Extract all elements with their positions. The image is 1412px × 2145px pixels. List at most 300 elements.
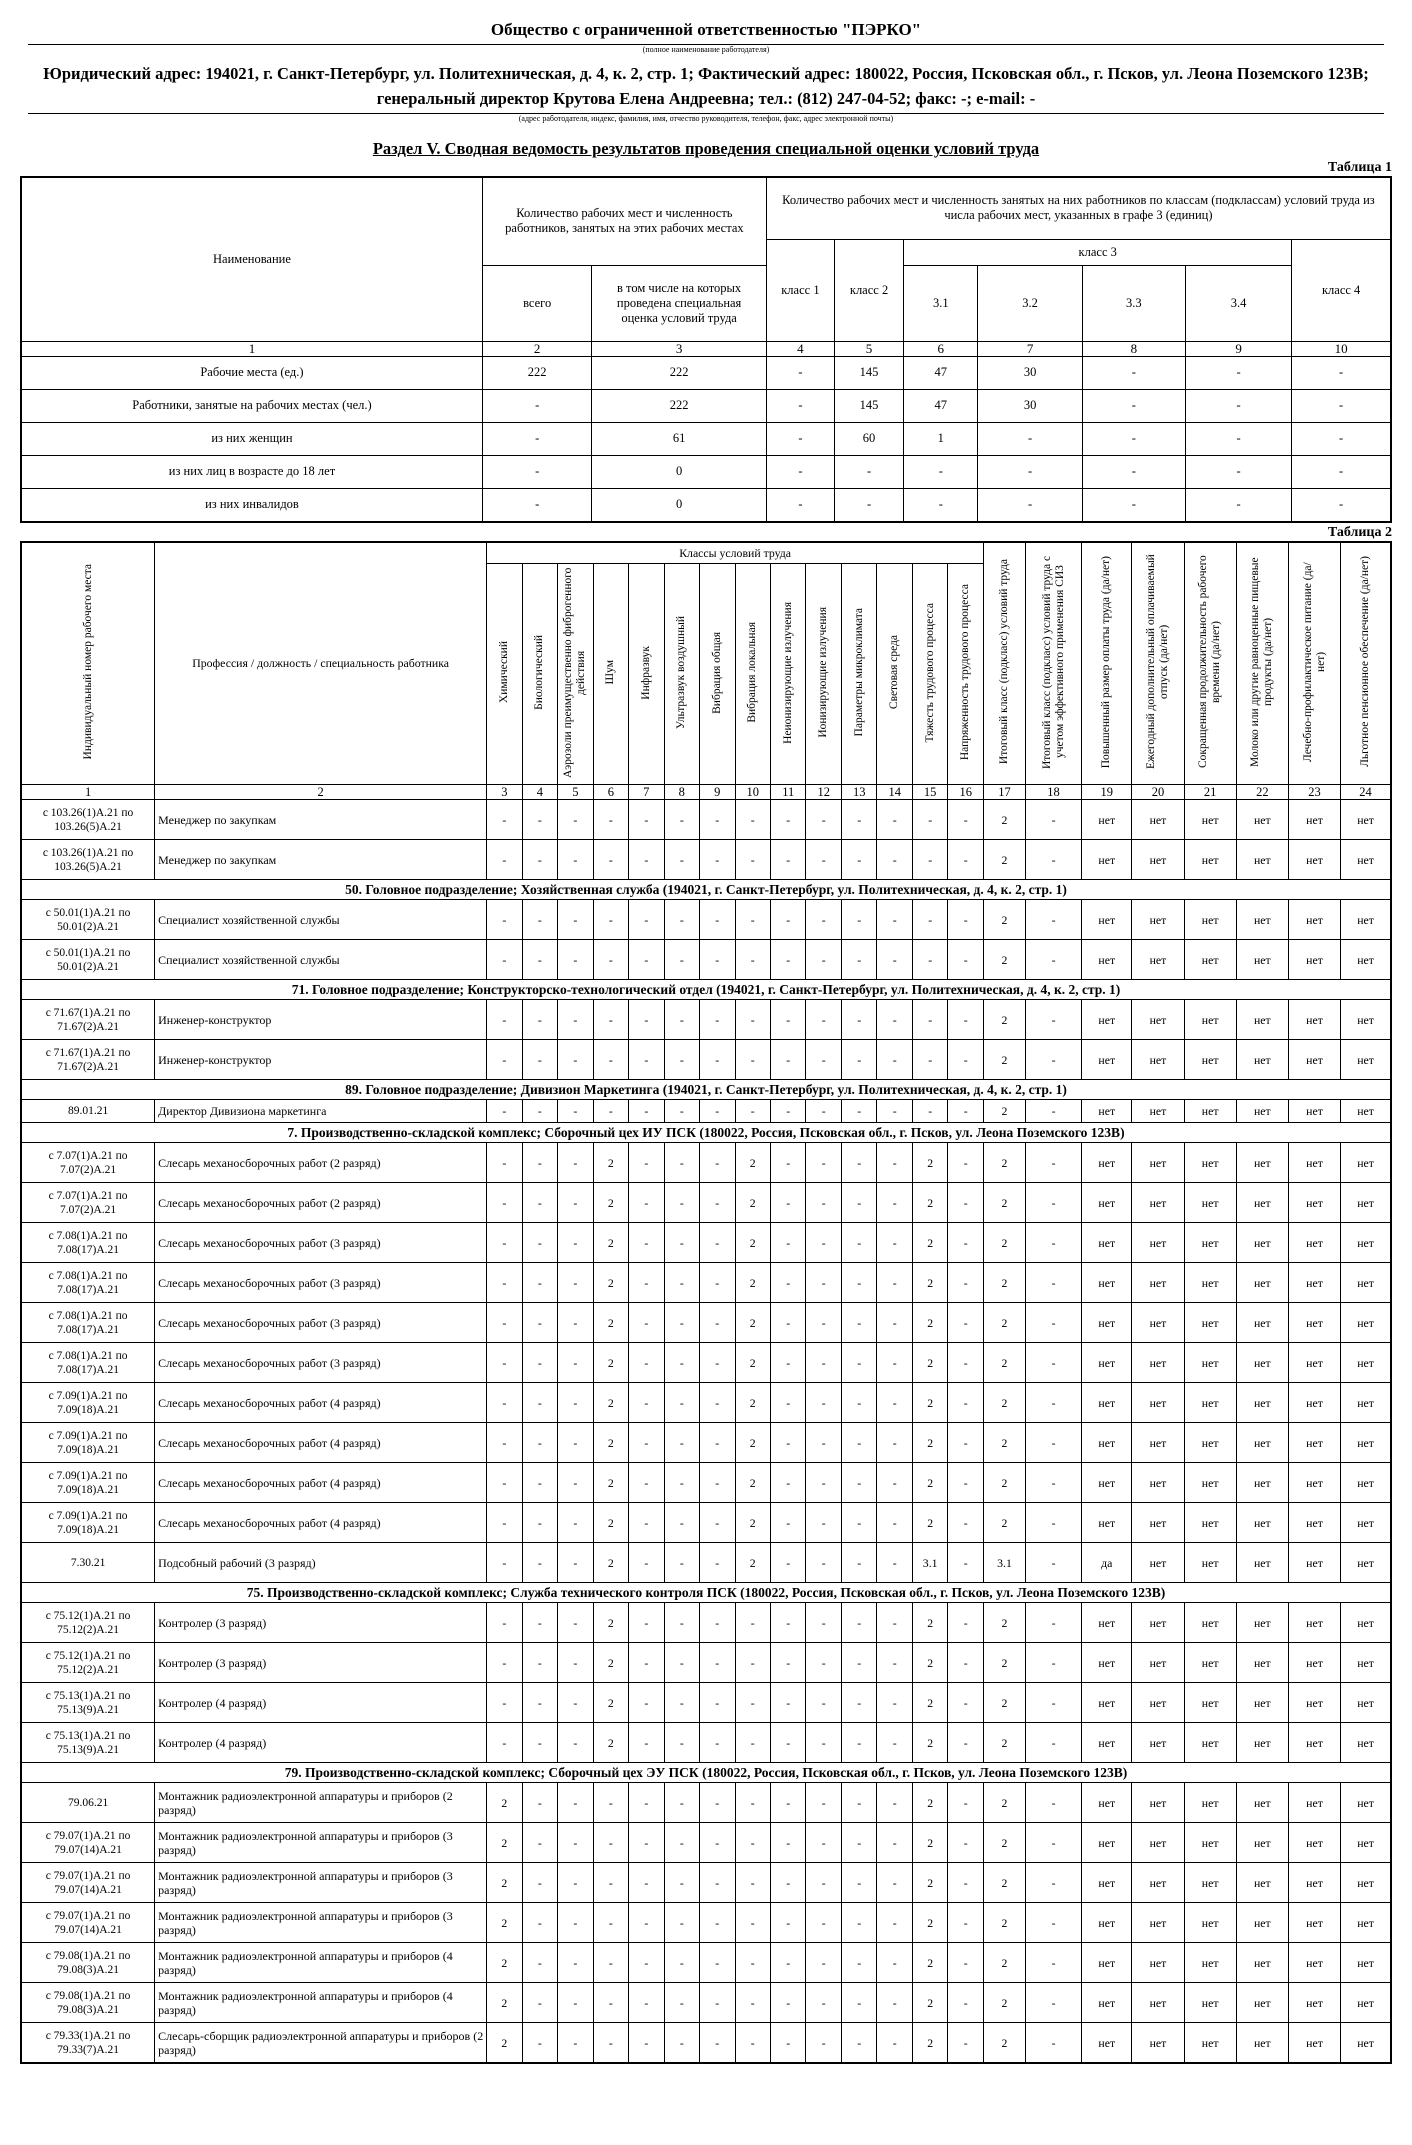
header-classes-group-2: Классы условий труда — [487, 542, 984, 564]
table-cell: - — [841, 1903, 876, 1943]
table-cell: - — [1185, 488, 1291, 522]
table-row — [21, 1183, 1391, 1223]
table-cell: - — [700, 1603, 735, 1643]
table-cell: нет — [1236, 1863, 1288, 1903]
table-cell: - — [558, 1823, 593, 1863]
table-cell: нет — [1132, 840, 1184, 880]
table-cell: - — [558, 1223, 593, 1263]
table-cell: - — [877, 1823, 912, 1863]
table-cell: - — [558, 1783, 593, 1823]
table-cell: - — [877, 1100, 912, 1123]
table-cell: 2 — [912, 1343, 947, 1383]
header-name: Наименование — [21, 177, 482, 341]
table-cell: - — [558, 1983, 593, 2023]
table-cell: - — [771, 2023, 806, 2064]
table-cell: - — [877, 1503, 912, 1543]
table-cell: - — [700, 1543, 735, 1583]
header-extra: Молоко или другие равноценные пищевые продукты (да/нет) — [1236, 542, 1288, 785]
table-cell: - — [700, 1100, 735, 1123]
profession: Слесарь механосборочных работ (4 разряд) — [155, 1423, 487, 1463]
table-row — [21, 1683, 1391, 1723]
table-cell: нет — [1288, 1100, 1340, 1123]
table-cell: - — [735, 1643, 770, 1683]
table-cell: - — [664, 1863, 699, 1903]
table-cell: - — [664, 1943, 699, 1983]
table-cell: 30 — [978, 389, 1082, 422]
section-title: Раздел V. Сводная ведомость результатов проведения специальной оценки условий труда — [372, 139, 1040, 158]
table-cell: нет — [1132, 1903, 1184, 1943]
header-factor: Вибрация локальная — [735, 564, 770, 785]
table-cell: нет — [1288, 1543, 1340, 1583]
table-row — [21, 1723, 1391, 1763]
department-title: 79. Производственно-складской комплекс; Сборочный цех ЭУ ПСК (180022, Россия, Псковская обл., г. Псков, ул. Леона Поземского 123В) — [21, 1763, 1391, 1783]
table-cell: нет — [1082, 1263, 1132, 1303]
department-title: 7. Производственно-складской комплекс; Сборочный цех ИУ ПСК (180022, Россия, Псковская обл., г. Псков, ул. Леона Поземского 123В) — [21, 1123, 1391, 1143]
table-cell: - — [766, 356, 834, 389]
table-cell: - — [841, 800, 876, 840]
table-cell: - — [629, 1643, 664, 1683]
org-caption: (полное наименование работодателя) — [642, 45, 770, 54]
table-cell: - — [948, 1943, 984, 1983]
column-number: 11 — [771, 785, 806, 800]
workplace-id: с 7.08(1)А.21 по 7.08(17)А.21 — [21, 1223, 155, 1263]
table-cell: нет — [1288, 900, 1340, 940]
workplace-id: с 79.07(1)А.21 по 79.07(14)А.21 — [21, 1863, 155, 1903]
table-cell: 2 — [487, 1863, 522, 1903]
table-cell: нет — [1184, 1263, 1236, 1303]
table-cell: - — [806, 1000, 841, 1040]
table-cell: 2 — [593, 1463, 628, 1503]
table-cell: нет — [1184, 1383, 1236, 1423]
column-number: 10 — [1292, 341, 1391, 356]
table-cell: 2 — [593, 1343, 628, 1383]
table-cell: - — [841, 1983, 876, 2023]
header-factor: Биологический — [522, 564, 557, 785]
row-label: из них женщин — [21, 422, 482, 455]
workplace-id: с 75.12(1)А.21 по 75.12(2)А.21 — [21, 1643, 155, 1683]
table-cell: - — [700, 1503, 735, 1543]
table-cell: - — [806, 1503, 841, 1543]
table-cell: нет — [1184, 1543, 1236, 1583]
profession: Слесарь механосборочных работ (3 разряд) — [155, 1343, 487, 1383]
table-cell: 2 — [487, 1903, 522, 1943]
table-cell: нет — [1341, 1463, 1391, 1503]
table-cell: - — [841, 840, 876, 880]
table-cell: - — [664, 1183, 699, 1223]
table-cell: - — [841, 1463, 876, 1503]
table-row — [21, 356, 1391, 389]
table-cell: - — [948, 900, 984, 940]
table-cell: 2 — [984, 1100, 1026, 1123]
table-cell: 2 — [984, 840, 1026, 880]
column-number: 24 — [1341, 785, 1391, 800]
header-class3: класс 3 — [904, 239, 1292, 265]
table-cell: нет — [1132, 1943, 1184, 1983]
profession: Менеджер по закупкам — [155, 840, 487, 880]
table-cell: - — [948, 1683, 984, 1723]
table-cell: 1 — [904, 422, 978, 455]
table-cell: - — [487, 1000, 522, 1040]
table-cell: - — [629, 1343, 664, 1383]
table-cell: - — [558, 1603, 593, 1643]
table-cell: нет — [1082, 840, 1132, 880]
table-cell: 2 — [984, 1983, 1026, 2023]
table-cell: - — [1292, 389, 1391, 422]
table-cell: - — [593, 1040, 628, 1080]
workplace-id: с 71.67(1)А.21 по 71.67(2)А.21 — [21, 1040, 155, 1080]
table-cell: - — [487, 1503, 522, 1543]
table-cell: - — [1292, 422, 1391, 455]
table-cell: нет — [1184, 1983, 1236, 2023]
table-cell: - — [771, 1643, 806, 1683]
profession: Контролер (3 разряд) — [155, 1643, 487, 1683]
table-cell: - — [664, 1543, 699, 1583]
table-cell: - — [735, 1943, 770, 1983]
table-cell: - — [735, 1603, 770, 1643]
table-cell: - — [766, 455, 834, 488]
table-cell: нет — [1341, 800, 1391, 840]
table-cell: 2 — [984, 1863, 1026, 1903]
table-cell: - — [877, 800, 912, 840]
table-cell: - — [841, 1783, 876, 1823]
table-cell: нет — [1082, 800, 1132, 840]
table-cell: - — [912, 840, 947, 880]
table-row — [21, 1343, 1391, 1383]
table-cell: нет — [1341, 1040, 1391, 1080]
table-cell: - — [771, 1903, 806, 1943]
row-label: из них лиц в возрасте до 18 лет — [21, 455, 482, 488]
table-cell: 61 — [592, 422, 766, 455]
table-cell: - — [771, 1223, 806, 1263]
table-cell: - — [771, 1183, 806, 1223]
table-cell: 222 — [592, 389, 766, 422]
table-cell: 2 — [912, 1423, 947, 1463]
table-cell: - — [771, 1143, 806, 1183]
table-cell: - — [771, 1543, 806, 1583]
workplace-id: с 7.08(1)А.21 по 7.08(17)А.21 — [21, 1343, 155, 1383]
table-cell: - — [806, 1463, 841, 1503]
table-cell: нет — [1288, 800, 1340, 840]
workplace-id: с 7.08(1)А.21 по 7.08(17)А.21 — [21, 1263, 155, 1303]
table-cell: - — [948, 1383, 984, 1423]
table-cell: нет — [1082, 1000, 1132, 1040]
header-count-group: Количество рабочих мест и численность работников, занятых на этих рабочих местах — [482, 177, 766, 265]
table-cell: - — [771, 1343, 806, 1383]
table-cell: - — [593, 840, 628, 880]
table-cell: нет — [1236, 1783, 1288, 1823]
table-cell: - — [629, 1100, 664, 1123]
table-row — [21, 422, 1391, 455]
table-cell: - — [487, 1643, 522, 1683]
table-cell: - — [593, 2023, 628, 2064]
table-cell: - — [522, 1723, 557, 1763]
table-cell: - — [877, 1303, 912, 1343]
section-row — [21, 880, 1391, 900]
header-factor: Химический — [487, 564, 522, 785]
table-cell: - — [912, 800, 947, 840]
column-number: 20 — [1132, 785, 1184, 800]
table-cell: - — [948, 1903, 984, 1943]
table-cell: - — [841, 1040, 876, 1080]
table-row — [21, 1783, 1391, 1823]
table-cell: - — [664, 1223, 699, 1263]
table-cell: - — [877, 1343, 912, 1383]
table-cell: нет — [1341, 1343, 1391, 1383]
table-cell: - — [700, 1643, 735, 1683]
table-cell: - — [700, 1683, 735, 1723]
table-cell: нет — [1082, 1463, 1132, 1503]
table-cell: - — [806, 1983, 841, 2023]
table-row — [21, 389, 1391, 422]
table-cell: - — [1025, 1223, 1081, 1263]
table-cell: 2 — [912, 1463, 947, 1503]
table-cell: 2 — [984, 1463, 1026, 1503]
profession: Монтажник радиоэлектронной аппаратуры и приборов (3 разряд) — [155, 1823, 487, 1863]
table-cell: нет — [1082, 940, 1132, 980]
table-cell: - — [1025, 940, 1081, 980]
table-cell: - — [841, 1303, 876, 1343]
column-number: 2 — [482, 341, 591, 356]
table-cell: - — [629, 1263, 664, 1303]
table-cell: - — [1025, 1183, 1081, 1223]
table-cell: - — [1025, 1263, 1081, 1303]
table-cell: - — [593, 1943, 628, 1983]
table-cell: - — [877, 1423, 912, 1463]
header-factor: Тяжесть трудового процесса — [912, 564, 947, 785]
table-cell: нет — [1288, 1723, 1340, 1763]
table-cell: - — [841, 1183, 876, 1223]
table-cell: - — [629, 1383, 664, 1423]
table-cell: 2 — [984, 1263, 1026, 1303]
table-cell: - — [664, 1903, 699, 1943]
column-number: 1 — [21, 785, 155, 800]
table-row — [21, 940, 1391, 980]
table-cell: - — [558, 800, 593, 840]
table-cell: - — [771, 1000, 806, 1040]
table-cell: - — [558, 1643, 593, 1683]
table-cell: - — [771, 900, 806, 940]
table-cell: - — [1292, 356, 1391, 389]
table-cell: - — [700, 1303, 735, 1343]
table-cell: - — [771, 1423, 806, 1463]
table-cell: нет — [1236, 1183, 1288, 1223]
table-cell: - — [487, 1343, 522, 1383]
table-cell: нет — [1184, 1000, 1236, 1040]
column-number: 10 — [735, 785, 770, 800]
table-row — [21, 488, 1391, 522]
table-cell: 2 — [593, 1383, 628, 1423]
table-cell: 222 — [592, 356, 766, 389]
table-cell: - — [629, 1000, 664, 1040]
table-cell: - — [1025, 900, 1081, 940]
table-cell: - — [948, 1463, 984, 1503]
table-cell: - — [806, 1943, 841, 1983]
table-cell: - — [948, 1100, 984, 1123]
table-cell: 2 — [487, 1943, 522, 1983]
table-cell: - — [522, 1303, 557, 1343]
table-cell: 2 — [735, 1383, 770, 1423]
table-cell: нет — [1082, 1723, 1132, 1763]
table-cell: нет — [1184, 1503, 1236, 1543]
table-cell: нет — [1288, 1223, 1340, 1263]
table-cell: - — [1082, 488, 1185, 522]
table-cell: - — [912, 1000, 947, 1040]
table-cell: нет — [1288, 1000, 1340, 1040]
table-cell: - — [834, 455, 903, 488]
table-cell: нет — [1341, 1603, 1391, 1643]
table-cell: - — [700, 1183, 735, 1223]
table-cell: нет — [1341, 1263, 1391, 1303]
table-cell: - — [487, 800, 522, 840]
table-cell: нет — [1184, 1643, 1236, 1683]
table-cell: - — [700, 1903, 735, 1943]
table-cell: - — [558, 1543, 593, 1583]
table-cell: - — [558, 1903, 593, 1943]
workplace-id: с 50.01(1)А.21 по 50.01(2)А.21 — [21, 900, 155, 940]
table-cell: 2 — [735, 1543, 770, 1583]
table-cell: нет — [1341, 1783, 1391, 1823]
header-class2: класс 2 — [834, 239, 903, 341]
table-cell: - — [522, 800, 557, 840]
table-cell: - — [877, 1543, 912, 1583]
table-cell: нет — [1082, 1983, 1132, 2023]
table-cell: 47 — [904, 356, 978, 389]
profession: Контролер (4 разряд) — [155, 1723, 487, 1763]
table-cell: 0 — [592, 455, 766, 488]
table-cell: нет — [1288, 1683, 1340, 1723]
workplace-id: с 79.08(1)А.21 по 79.08(3)А.21 — [21, 1943, 155, 1983]
table-cell: нет — [1236, 900, 1288, 940]
table-cell: нет — [1184, 900, 1236, 940]
table-cell: - — [522, 900, 557, 940]
workplace-id: с 7.07(1)А.21 по 7.07(2)А.21 — [21, 1183, 155, 1223]
table-cell: 2 — [984, 1643, 1026, 1683]
table-cell: нет — [1184, 1863, 1236, 1903]
table-cell: - — [841, 1423, 876, 1463]
table-cell: - — [735, 1100, 770, 1123]
table-cell: - — [877, 1383, 912, 1423]
table-cell: - — [629, 1603, 664, 1643]
table-cell: - — [735, 1863, 770, 1903]
table-cell: нет — [1184, 1723, 1236, 1763]
table-cell: - — [948, 1000, 984, 1040]
column-number: 7 — [978, 341, 1082, 356]
profession: Монтажник радиоэлектронной аппаратуры и приборов (4 разряд) — [155, 1943, 487, 1983]
table-cell: нет — [1082, 1643, 1132, 1683]
table-cell: - — [771, 1503, 806, 1543]
address-caption: (адрес работодателя, индекс, фамилия, имя, отчество руководителя, телефон, факс, адрес электронной почты) — [518, 114, 894, 123]
table-cell: - — [771, 1983, 806, 2023]
table-cell: нет — [1236, 1943, 1288, 1983]
table-cell: - — [912, 1040, 947, 1080]
table-cell: - — [700, 1783, 735, 1823]
table-cell: нет — [1132, 940, 1184, 980]
column-number: 21 — [1184, 785, 1236, 800]
table-cell: - — [766, 488, 834, 522]
table-row — [21, 1100, 1391, 1123]
table-cell: нет — [1082, 1503, 1132, 1543]
table-cell: - — [700, 1223, 735, 1263]
table-cell: нет — [1132, 1723, 1184, 1763]
column-number: 7 — [629, 785, 664, 800]
row-label: Работники, занятые на рабочих местах (чел.) — [21, 389, 482, 422]
table-cell: - — [700, 1343, 735, 1383]
table-cell: нет — [1082, 1683, 1132, 1723]
table-cell: нет — [1132, 2023, 1184, 2064]
workplace-id: с 75.13(1)А.21 по 75.13(9)А.21 — [21, 1723, 155, 1763]
table-cell: 3.1 — [984, 1543, 1026, 1583]
table-cell: - — [771, 940, 806, 980]
table-cell: нет — [1132, 1143, 1184, 1183]
table-cell: - — [558, 940, 593, 980]
table-cell: - — [558, 1263, 593, 1303]
table-cell: нет — [1082, 1783, 1132, 1823]
header-factor: Параметры микроклимата — [841, 564, 876, 785]
table-row — [21, 1863, 1391, 1903]
table-cell: - — [664, 1463, 699, 1503]
table-cell: 2 — [912, 1143, 947, 1183]
table-cell: - — [735, 1683, 770, 1723]
table-cell: нет — [1082, 1383, 1132, 1423]
table-cell: нет — [1082, 1143, 1132, 1183]
header-assessed: в том числе на которых проведена специальная оценка условий труда — [592, 265, 766, 341]
table-cell: - — [593, 1100, 628, 1123]
table-cell: - — [948, 1863, 984, 1903]
table-cell: - — [806, 940, 841, 980]
department-title: 89. Головное подразделение; Дивизион Маркетинга (194021, г. Санкт-Петербург, ул. Политехническая, д. 4, к. 2, стр. 1) — [21, 1080, 1391, 1100]
table-cell: - — [629, 840, 664, 880]
table-cell: - — [487, 1423, 522, 1463]
table-cell: - — [841, 1503, 876, 1543]
table-cell: нет — [1082, 900, 1132, 940]
table-cell: нет — [1341, 1863, 1391, 1903]
table-cell: 2 — [984, 1143, 1026, 1183]
table-cell: нет — [1288, 1263, 1340, 1303]
table-cell: - — [700, 1423, 735, 1463]
table-row — [21, 1263, 1391, 1303]
table-cell: - — [841, 1383, 876, 1423]
table-cell: - — [771, 1683, 806, 1723]
table-cell: 2 — [593, 1423, 628, 1463]
header-factor: Напряженность трудового процесса — [948, 564, 984, 785]
table-cell: нет — [1341, 1543, 1391, 1583]
table-cell: - — [1025, 1000, 1081, 1040]
table-cell: нет — [1236, 1823, 1288, 1863]
table-cell: - — [558, 1183, 593, 1223]
department-title: 50. Головное подразделение; Хозяйственная служба (194021, г. Санкт-Петербург, ул. Политехническая, д. 4, к. 2, стр. 1) — [21, 880, 1391, 900]
table-cell: - — [664, 1143, 699, 1183]
table-cell: нет — [1236, 1040, 1288, 1080]
table-cell: - — [1082, 356, 1185, 389]
table-cell: нет — [1184, 1823, 1236, 1863]
table-cell: нет — [1288, 1040, 1340, 1080]
table-cell: 2 — [735, 1143, 770, 1183]
table-cell: - — [766, 389, 834, 422]
table-cell: нет — [1082, 2023, 1132, 2064]
table-cell: - — [700, 1863, 735, 1903]
table-cell: - — [806, 1543, 841, 1583]
column-numbers-row — [21, 341, 1391, 356]
table-cell: - — [664, 1683, 699, 1723]
table-cell: - — [522, 1463, 557, 1503]
table-row — [21, 1643, 1391, 1683]
table-cell: - — [771, 1463, 806, 1503]
table-cell: нет — [1341, 2023, 1391, 2064]
table-cell: - — [948, 1143, 984, 1183]
table-cell: - — [487, 1543, 522, 1583]
table2-label: Таблица 2 — [1327, 524, 1392, 540]
table-cell: нет — [1132, 900, 1184, 940]
